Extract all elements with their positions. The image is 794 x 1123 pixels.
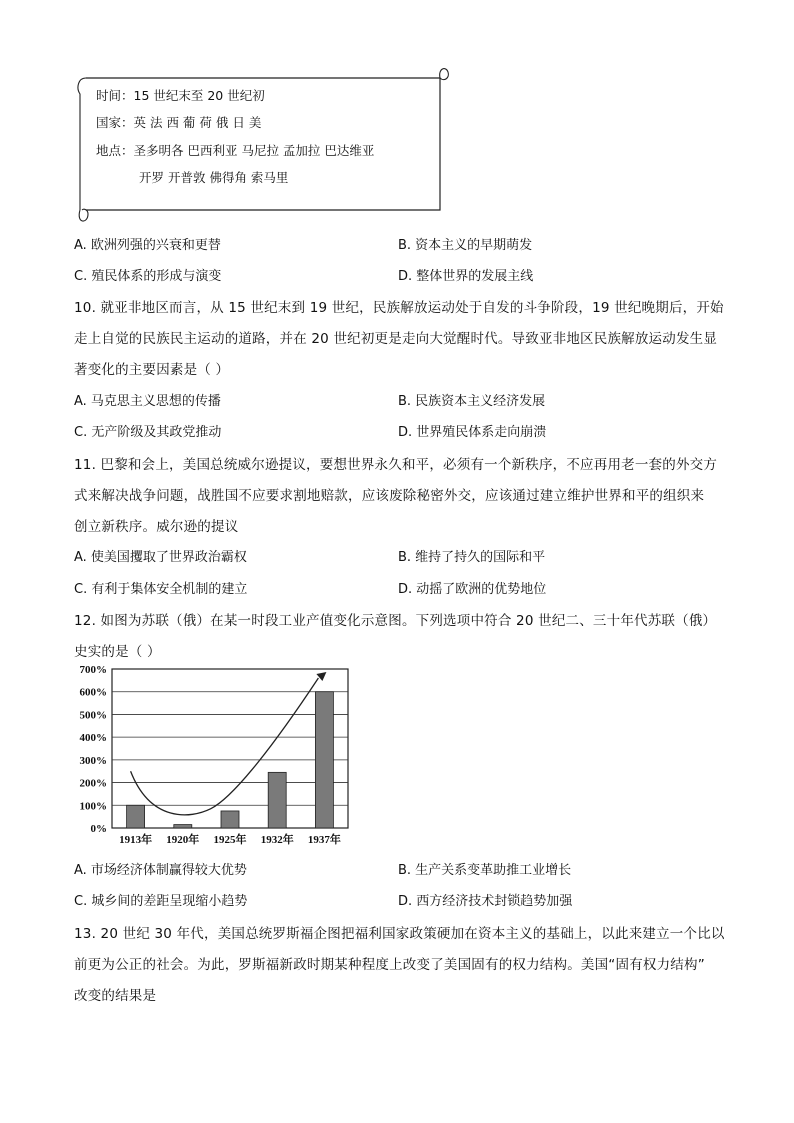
chart-x-tick-label: 1925年 — [213, 834, 247, 846]
q9-option-b[interactable]: B. 资本主义的早期萌发 — [398, 238, 533, 253]
chart-y-tick-label: 700% — [79, 664, 107, 676]
q9-option-d[interactable]: D. 整体世界的发展主线 — [398, 269, 534, 284]
q9-option-a[interactable]: A. 欧洲列强的兴衰和更替 — [74, 238, 221, 253]
chart-y-tick-label: 500% — [79, 709, 107, 722]
q11-option-b[interactable]: B. 维持了持久的国际和平 — [398, 550, 546, 565]
q11-option-a[interactable]: A. 使美国攫取了世界政治霸权 — [74, 550, 247, 565]
chart-trend-curve — [131, 678, 319, 815]
q10-option-d[interactable]: D. 世界殖民体系走向崩溃 — [398, 425, 547, 440]
chart-x-tick-label: 1913年 — [119, 834, 153, 846]
q12-stem-line1: 12. 如图为苏联（俄）在某一时段工业产值变化示意图。下列选项中符合 20 世纪二、三十年代苏联（俄） — [74, 613, 717, 629]
q13-stem-line3: 改变的结果是 — [74, 988, 157, 1004]
q11-option-c[interactable]: C. 有利于集体安全机制的建立 — [74, 582, 248, 597]
q9-option-c[interactable]: C. 殖民体系的形成与演变 — [74, 269, 222, 284]
q11-option-d[interactable]: D. 动摇了欧洲的优势地位 — [398, 582, 547, 597]
chart-y-tick-label: 300% — [79, 754, 107, 767]
q11-stem-line2: 式来解决战争问题，战胜国不应要求割地赔款，应该废除秘密外交，应该通过建立维护世界和平的组织来 — [74, 488, 705, 504]
q10-stem-line2: 走上自觉的民族民主运动的道路，并在 20 世纪初更是走向大觉醒时代。导致亚非地区民族解放运动发生显 — [74, 331, 718, 347]
chart-bar — [127, 805, 145, 828]
q10-stem-line3: 著变化的主要因素是（ ） — [74, 362, 230, 378]
q10-option-b[interactable]: B. 民族资本主义经济发展 — [398, 394, 546, 409]
scroll-countries: 国家：英 法 西 葡 荷 俄 日 美 — [96, 115, 262, 130]
q10-stem-line1: 10. 就亚非地区而言，从 15 世纪末到 19 世纪，民族解放运动处于自发的斗争阶段，19 世纪晚期后，开始 — [74, 300, 724, 316]
chart-y-tick-label: 400% — [79, 732, 107, 745]
chart-y-tick-label: 0% — [90, 823, 107, 835]
chart-y-tick-label: 600% — [79, 686, 107, 699]
q12-option-d[interactable]: D. 西方经济技术封锁趋势加强 — [398, 894, 573, 909]
chart-bar — [315, 692, 333, 828]
industrial-output-chart — [72, 662, 362, 852]
chart-plot-frame — [112, 669, 348, 828]
chart-bar — [174, 825, 192, 828]
q11-stem-line1: 11. 巴黎和会上，美国总统威尔逊提议，要想世界永久和平，必须有一个新秩序，不应再用老一套的外交方 — [74, 457, 718, 473]
scroll-time: 时间：15 世纪末至 20 世纪初 — [96, 88, 265, 103]
chart-x-tick-label: 1932年 — [260, 834, 294, 846]
chart-x-tick-label: 1937年 — [307, 834, 341, 846]
q11-stem-line3: 创立新秩序。威尔逊的提议 — [74, 519, 239, 535]
scroll-places-1: 地点：圣多明各 巴西利亚 马尼拉 孟加拉 巴达维亚 — [96, 143, 375, 158]
q12-option-a[interactable]: A. 市场经济体制赢得较大优势 — [74, 863, 247, 878]
chart-bar — [268, 772, 286, 828]
q12-option-c[interactable]: C. 城乡间的差距呈现缩小趋势 — [74, 894, 248, 909]
scroll-places-2: 开罗 开普敦 佛得角 索马里 — [139, 170, 289, 185]
chart-bar — [221, 811, 239, 828]
chart-y-tick-label: 100% — [79, 800, 107, 813]
q10-option-c[interactable]: C. 无产阶级及其政党推动 — [74, 425, 222, 440]
q13-stem-line2: 前更为公正的社会。为此，罗斯福新政时期某种程度上改变了美国固有的权力结构。美国“固有权力结构” — [74, 957, 705, 973]
q12-stem-line2: 史实的是（ ） — [74, 644, 161, 660]
q13-stem-line1: 13. 20 世纪 30 年代，美国总统罗斯福企图把福利国家政策硬加在资本主义的基础上，以此来建立一个比以 — [74, 926, 725, 942]
q10-option-a[interactable]: A. 马克思主义思想的传播 — [74, 394, 221, 409]
chart-x-tick-label: 1920年 — [166, 834, 200, 846]
chart-y-tick-label: 200% — [79, 777, 107, 790]
q12-option-b[interactable]: B. 生产关系变革助推工业增长 — [398, 863, 572, 878]
